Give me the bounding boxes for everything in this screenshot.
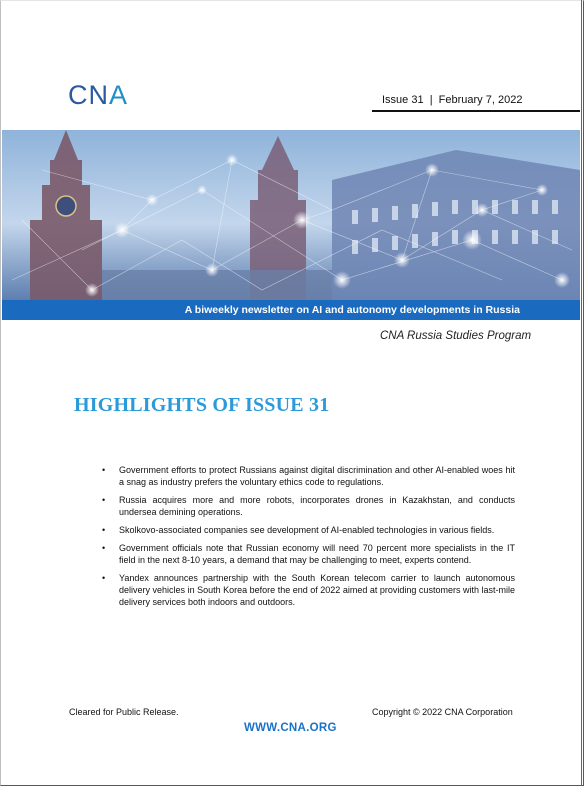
list-item-text: Russia acquires more and more robots, incorporates drones in Kazakhstan, and conducts undersea demining operations. <box>119 495 515 517</box>
website-link[interactable]: WWW.CNA.ORG <box>244 722 337 734</box>
bullet-icon: • <box>102 465 106 475</box>
banner-illustration <box>2 130 580 300</box>
list-item <box>102 464 515 488</box>
bullet-icon: • <box>102 495 106 505</box>
right-edge-rule <box>581 0 582 786</box>
list-item <box>102 572 515 608</box>
bullet-icon: • <box>102 525 106 535</box>
bullet-icon: • <box>102 543 106 553</box>
logo-text: CN <box>68 80 109 110</box>
copyright-notice: Copyright © 2022 CNA Corporation <box>372 707 513 717</box>
list-item-text: Yandex announces partnership with the South Korean telecom carrier to launch autonomous delivery vehicles in South Korea before the end of 2022 aimed at providing customers with last-mile delivery services both indoors and outdoors. <box>119 573 515 607</box>
highlights-title: HIGHLIGHTS OF ISSUE 31 <box>74 394 330 416</box>
header-rule <box>372 110 580 112</box>
list-item <box>102 524 515 536</box>
kremlin-banner-image <box>2 130 580 300</box>
list-item-text: Government officials note that Russian economy will need 70 percent more specialists in the IT field in the next 8-10 years, a demand that may be challenging to meet, experts contend. <box>119 543 515 565</box>
cna-logo <box>68 80 128 111</box>
highlights-list <box>102 464 515 614</box>
list-item-text: Government efforts to protect Russians against digital discrimination and other AI-enabled woes hit a snag as industry prefers the voluntary ethics code to regulations. <box>119 465 515 487</box>
tagline-bar: A biweekly newsletter on AI and autonomy developments in Russia <box>2 300 580 320</box>
program-name: CNA Russia Studies Program <box>380 330 532 342</box>
release-notice: Cleared for Public Release. <box>69 707 179 717</box>
logo-accent: A <box>109 80 129 110</box>
list-item-text: Skolkovo-associated companies see development of AI-enabled technologies in various fields. <box>119 525 495 535</box>
bullet-icon: • <box>102 573 106 583</box>
issue-date: Issue 31 | February 7, 2022 <box>382 94 523 106</box>
list-item <box>102 542 515 566</box>
list-item <box>102 494 515 518</box>
